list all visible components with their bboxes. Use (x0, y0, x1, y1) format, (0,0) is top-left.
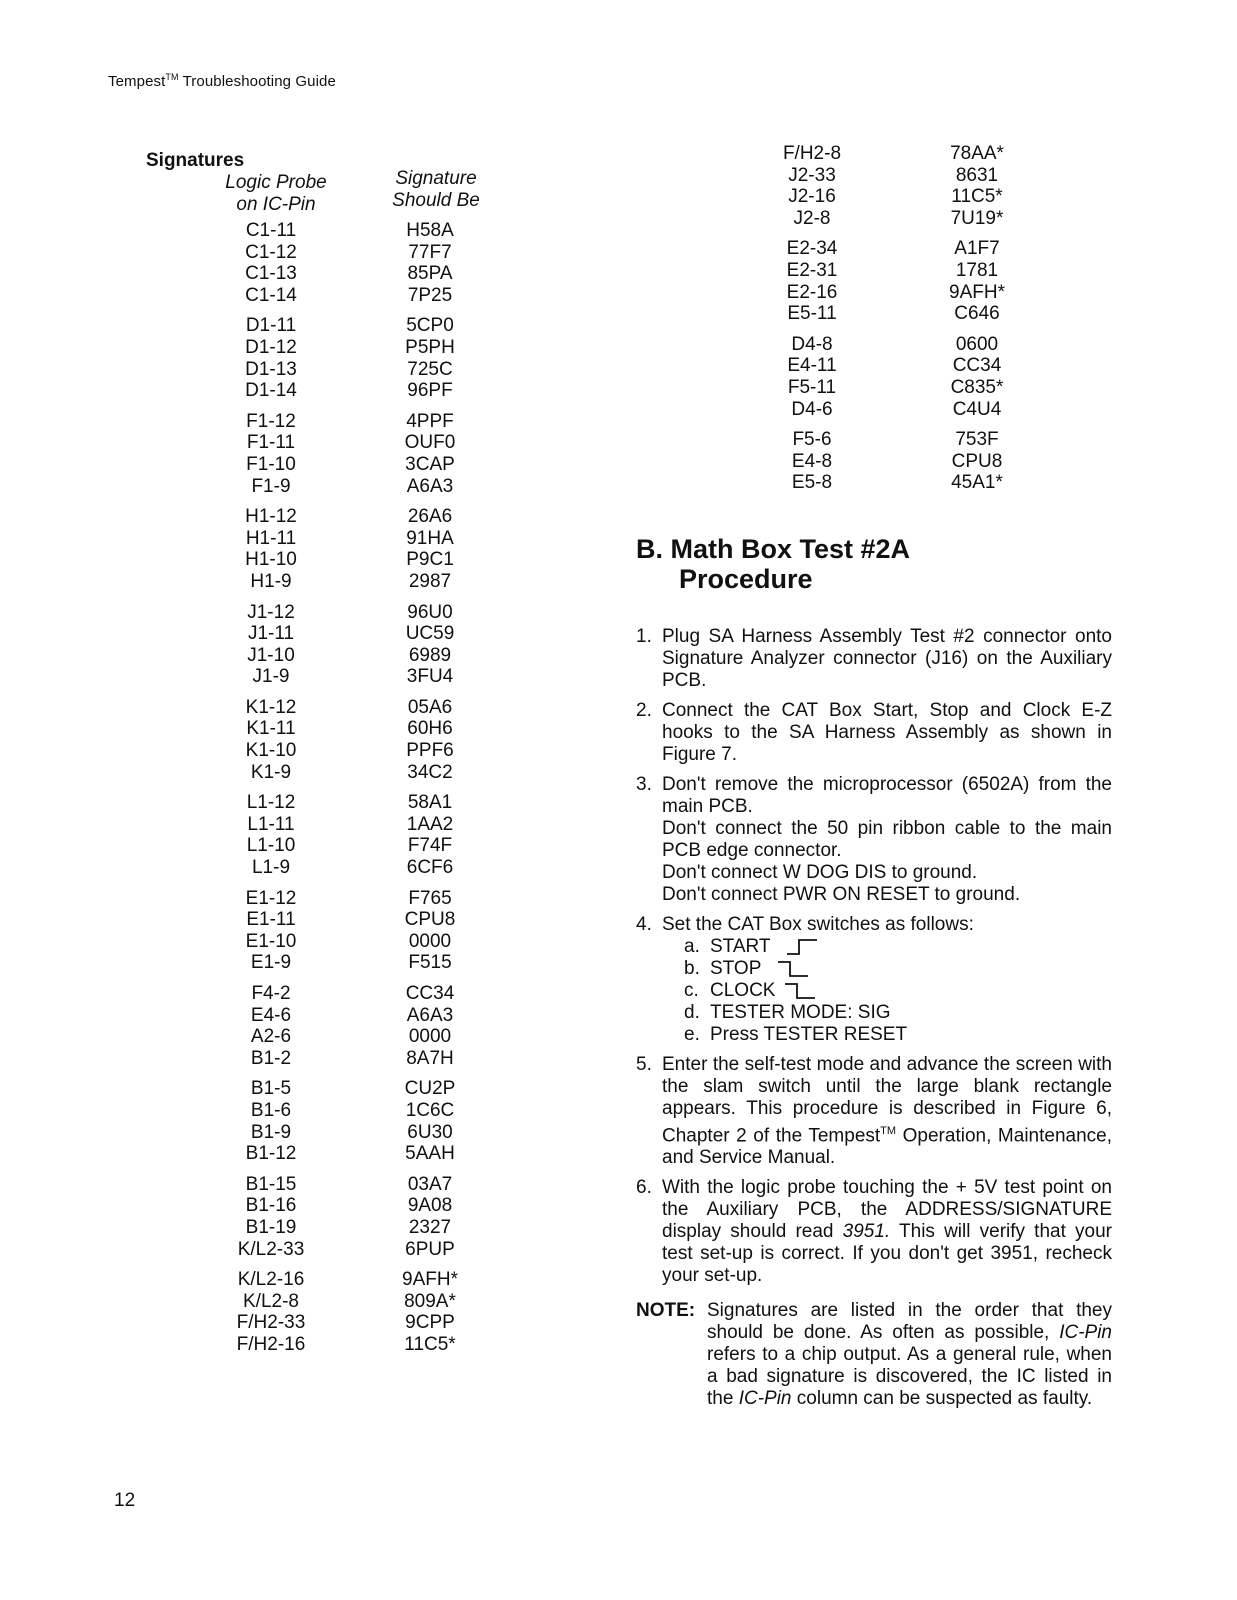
signature-row (752, 282, 1072, 304)
ic-pin-cell: H1-10 (245, 549, 297, 571)
signature-cell: 2987 (408, 570, 452, 592)
signature-cell: F74F (407, 835, 453, 857)
sub-text: STOP (710, 958, 762, 979)
ic-pin-cell: L1-11 (247, 813, 295, 835)
signature-cell: 1781 (955, 259, 999, 281)
signature-row (752, 186, 1072, 208)
signature-column-headers (146, 168, 526, 220)
step-text: Set the CAT Box switches as follows: (662, 914, 974, 935)
signature-row (146, 697, 526, 719)
signature-row (146, 285, 526, 307)
signature-cell: 1AA2 (406, 813, 454, 835)
section-b-title-line2: Procedure (679, 564, 813, 594)
ic-pin-cell: B1-16 (245, 1195, 297, 1217)
signature-row (146, 220, 526, 242)
signature-row (146, 1143, 526, 1165)
signature-row (146, 1334, 526, 1356)
switch-setting-clock (684, 980, 1112, 1002)
signature-cell: PPF6 (406, 740, 454, 762)
signature-group (146, 888, 526, 974)
signature-cell: 60H6 (407, 718, 453, 740)
signature-cell: 78AA* (950, 143, 1004, 164)
signature-group (146, 1174, 526, 1260)
signature-cell: 45A1* (951, 472, 1003, 494)
step-5 (636, 1054, 1112, 1169)
signature-cell: CC34 (952, 355, 1002, 377)
ic-pin-cell: D1-11 (245, 315, 297, 337)
ic-pin-cell: B1-12 (245, 1143, 297, 1165)
ic-pin-cell: B1-2 (250, 1047, 292, 1069)
signature-cell: C646 (954, 303, 1000, 325)
signature-row (752, 303, 1072, 325)
ic-pin-cell: J2-8 (793, 207, 831, 229)
signature-row (146, 602, 526, 624)
signature-group (752, 334, 1072, 420)
signature-cell: 3CAP (405, 453, 455, 475)
switch-setting-stop (684, 958, 1112, 980)
signature-cell: 7P25 (407, 284, 453, 306)
signature-row (146, 792, 526, 814)
signature-cell: 11C5* (951, 186, 1003, 208)
signatures-heading: Signatures (146, 150, 245, 171)
signature-cell: UC59 (405, 623, 455, 645)
expected-value: 3951. (842, 1221, 891, 1243)
signature-group (752, 429, 1072, 494)
signature-row (146, 1195, 526, 1217)
falling-edge-icon (783, 981, 817, 1001)
column-header-signature (374, 168, 498, 212)
signature-cell: 05A6 (407, 696, 453, 718)
sub-letter: a. (684, 936, 700, 957)
column-header-ic-pin-line1: Logic Probe (225, 172, 327, 193)
step-text-part: This will verify that your test set-up is correct. If you don't get 3951, recheck your set-up. (662, 1221, 1112, 1287)
sub-letter: b. (684, 958, 700, 979)
ic-pin-cell: E1-12 (245, 887, 297, 909)
note-text-part: Signatures are listed in the order that they should be done. As often as possible, (707, 1300, 1112, 1343)
ic-pin-cell: F5-6 (792, 429, 832, 451)
signature-row (146, 1312, 526, 1334)
signature-group (146, 983, 526, 1069)
signature-cell: 6CF6 (406, 857, 454, 879)
step-text-part: Operation, Maintenance, and Service Manual. (662, 1125, 1112, 1169)
signature-cell: 4PPF (406, 410, 454, 432)
ic-pin-cell: D4-8 (791, 333, 833, 355)
signature-row (752, 355, 1072, 377)
step-text (662, 1054, 1112, 1169)
signature-row (146, 1078, 526, 1100)
ic-pin-cell: D1-12 (245, 336, 297, 358)
signature-cell: 8631 (955, 164, 999, 186)
column-header-ic-pin (186, 172, 366, 216)
ic-pin-cell: J1-11 (247, 623, 295, 645)
signature-row (146, 645, 526, 667)
step-text: Don't connect W DOG DIS to ground. (662, 862, 978, 883)
signature-row (146, 432, 526, 454)
step-4 (636, 914, 1112, 1046)
signature-table-right (752, 143, 1072, 503)
signature-cell: 34C2 (407, 761, 453, 783)
step-2 (636, 700, 1112, 766)
ic-pin-cell: F1-12 (246, 410, 296, 432)
signature-cell: 96PF (407, 380, 453, 402)
header-subtitle: Troubleshooting Guide (182, 73, 336, 90)
signature-cell: 03A7 (407, 1173, 453, 1195)
ic-pin-cell: E1-10 (245, 930, 297, 952)
ic-pin-cell: E2-31 (786, 259, 838, 281)
signature-group (146, 506, 526, 592)
ic-pin-cell: F1-9 (251, 475, 291, 497)
page-number: 12 (114, 1490, 136, 1511)
falling-edge-icon (776, 959, 810, 979)
step-number: 5. (636, 1054, 652, 1075)
signature-row (146, 337, 526, 359)
sub-text: TESTER MODE: SIG (710, 1002, 891, 1023)
ic-pin-cell: H1-11 (245, 527, 297, 549)
ic-pin-cell: B1-19 (245, 1216, 297, 1238)
sub-text: CLOCK (710, 980, 776, 1001)
signature-cell: 77F7 (408, 241, 452, 263)
ic-pin-cell: B1-9 (250, 1121, 292, 1143)
step-text (662, 1177, 1112, 1287)
signature-row (146, 666, 526, 688)
signature-cell: 3FU4 (406, 666, 454, 688)
signature-row (146, 242, 526, 264)
ic-pin-cell: J2-16 (788, 186, 836, 208)
signature-row (752, 451, 1072, 473)
step-text-part: With the logic probe touching the + 5V test point on the Auxiliary PCB, the ADDRESS/SIGNATURE display should read (662, 1177, 1112, 1243)
signature-row (146, 718, 526, 740)
signature-row (146, 411, 526, 433)
signature-cell: P5PH (405, 336, 455, 358)
ic-pin-cell: E4-8 (791, 450, 833, 472)
step-number: 3. (636, 774, 652, 795)
note-emphasis: IC-Pin (1059, 1322, 1112, 1343)
signature-cell: 1C6C (405, 1099, 455, 1121)
trademark-mark: TM (880, 1125, 897, 1137)
sub-text: START (710, 936, 771, 957)
ic-pin-cell: K1-9 (250, 761, 292, 783)
switch-setting-start (684, 936, 1112, 958)
ic-pin-cell: K1-11 (246, 718, 296, 740)
signature-cell: 7U19* (950, 207, 1004, 229)
signature-row (146, 476, 526, 498)
signature-row (752, 238, 1072, 260)
ic-pin-cell: K/L2-33 (237, 1238, 305, 1260)
signature-cell: F515 (408, 952, 452, 974)
signature-cell: 0000 (408, 1026, 452, 1048)
step-3 (636, 774, 1112, 906)
signature-group (146, 315, 526, 401)
ic-pin-cell: D1-13 (245, 358, 297, 380)
signature-row (146, 1217, 526, 1239)
signature-cell: 8A7H (406, 1047, 454, 1069)
note-text-part: refers to a chip output. As a general rule, when a bad signature is discovered, the IC listed in the (707, 1344, 1112, 1409)
signature-cell: 6U30 (407, 1121, 453, 1143)
ic-pin-cell: H1-9 (250, 570, 292, 592)
signature-cell: 753F (955, 429, 999, 451)
ic-pin-cell: K1-12 (245, 696, 297, 718)
column-header-signature-line2: Should Be (392, 190, 480, 211)
signature-cell: 809A* (404, 1290, 456, 1312)
signature-group (146, 220, 526, 306)
signature-row (146, 506, 526, 528)
signature-row (146, 454, 526, 476)
signature-row (146, 857, 526, 879)
signature-cell: 91HA (406, 527, 454, 549)
signature-cell: 9A08 (407, 1195, 453, 1217)
signature-rows-right (752, 143, 1072, 494)
signature-cell: 6PUP (405, 1238, 455, 1260)
signature-row (752, 208, 1072, 230)
signature-row (146, 315, 526, 337)
sub-letter: d. (684, 1002, 700, 1023)
section-b-title-line1: B. Math Box Test #2A (636, 534, 911, 564)
ic-pin-cell: B1-15 (245, 1173, 297, 1195)
signature-cell: 0000 (408, 930, 452, 952)
signature-row (146, 952, 526, 974)
header-tm: TM (165, 72, 179, 82)
signature-row (146, 1005, 526, 1027)
column-header-ic-pin-line2: on IC-Pin (236, 194, 316, 215)
running-header (108, 72, 336, 90)
signature-cell: CPU8 (404, 909, 456, 931)
signature-row (146, 909, 526, 931)
section-b-title (636, 534, 910, 594)
signature-row (146, 549, 526, 571)
note-label: NOTE: (636, 1300, 696, 1321)
ic-pin-cell: F1-10 (246, 453, 296, 475)
signature-row (146, 835, 526, 857)
ic-pin-cell: F4-2 (251, 983, 291, 1004)
signature-row (146, 762, 526, 784)
ic-pin-cell: L1-12 (246, 792, 296, 814)
signature-row (752, 399, 1072, 421)
step-6 (636, 1177, 1112, 1287)
signature-cell: 9AFH* (402, 1269, 458, 1291)
signature-row (146, 263, 526, 285)
step-text: Don't connect the 50 pin ribbon cable to the main PCB edge connector. (662, 818, 1112, 861)
ic-pin-cell: B1-6 (250, 1099, 292, 1121)
signature-row (752, 377, 1072, 399)
signature-row (752, 260, 1072, 282)
signature-row (752, 429, 1072, 451)
signature-cell: A6A3 (406, 475, 454, 497)
ic-pin-cell: F/H2-8 (782, 143, 842, 164)
signature-cell: 9AFH* (949, 281, 1005, 303)
ic-pin-cell: C1-12 (245, 241, 297, 263)
signature-group (146, 602, 526, 688)
signature-cell: A1F7 (954, 238, 1000, 260)
signature-row (146, 528, 526, 550)
rising-edge-icon (785, 937, 819, 957)
signature-row (146, 1174, 526, 1196)
signature-row (146, 931, 526, 953)
step-number: 2. (636, 700, 652, 721)
ic-pin-cell: K1-10 (245, 740, 297, 762)
ic-pin-cell: F/H2-16 (236, 1333, 306, 1355)
signature-row (146, 1122, 526, 1144)
ic-pin-cell: E5-11 (787, 303, 837, 325)
signature-cell: 6989 (408, 644, 452, 666)
sub-letter: c. (684, 980, 699, 1001)
signature-group (146, 1078, 526, 1164)
ic-pin-cell: B1-5 (250, 1078, 292, 1100)
signature-cell: OUF0 (404, 432, 456, 454)
ic-pin-cell: C1-14 (245, 284, 297, 306)
header-title: Tempest (108, 73, 166, 90)
signature-cell: 5AAH (405, 1143, 455, 1165)
ic-pin-cell: J1-12 (247, 601, 295, 623)
ic-pin-cell: E4-11 (787, 355, 837, 377)
signature-group (146, 792, 526, 878)
signature-cell: P9C1 (406, 549, 454, 571)
ic-pin-cell: C1-11 (245, 220, 297, 241)
signature-cell: 5CP0 (406, 315, 454, 337)
signature-cell: CU2P (404, 1078, 456, 1100)
signature-row (752, 143, 1072, 165)
signature-cell: 725C (407, 358, 453, 380)
note-text (707, 1300, 1112, 1410)
ic-pin-cell: E4-6 (250, 1004, 292, 1026)
signature-cell: 0600 (955, 333, 999, 355)
signature-row (146, 1239, 526, 1261)
signature-cell: H58A (406, 220, 454, 241)
ic-pin-cell: C1-13 (245, 263, 297, 285)
ic-pin-cell: E5-8 (791, 472, 833, 494)
signature-row (752, 472, 1072, 494)
ic-pin-cell: J1-9 (252, 666, 290, 688)
ic-pin-cell: K/L2-8 (243, 1290, 299, 1312)
signature-cell: CC34 (405, 983, 455, 1004)
step-text: Plug SA Harness Assembly Test #2 connector onto Signature Analyzer connector (J16) on the Auxiliary PCB. (662, 626, 1112, 691)
ic-pin-cell: J1-10 (247, 644, 295, 666)
signature-row (146, 1048, 526, 1070)
step-1 (636, 626, 1112, 692)
signature-row (146, 888, 526, 910)
step-number: 4. (636, 914, 652, 935)
ic-pin-cell: K/L2-16 (237, 1269, 305, 1291)
sub-letter: e. (684, 1024, 700, 1045)
ic-pin-cell: J2-33 (788, 164, 836, 186)
signature-group (146, 411, 526, 497)
signature-table-left (146, 150, 526, 1365)
column-header-signature-line1: Signature (395, 168, 477, 189)
note-emphasis: IC-Pin (738, 1388, 792, 1409)
signature-cell: 2327 (408, 1216, 452, 1238)
step-number: 6. (636, 1177, 652, 1199)
step-text: Don't connect PWR ON RESET to ground. (662, 884, 1021, 905)
ic-pin-cell: E2-34 (786, 238, 838, 260)
signature-cell: 96U0 (407, 601, 453, 623)
signature-cell: 26A6 (407, 506, 453, 528)
step-text: Don't remove the microprocessor (6502A) from the main PCB. (662, 774, 1112, 817)
switch-setting-tester-reset (684, 1024, 1112, 1046)
ic-pin-cell: F1-11 (246, 432, 296, 454)
signature-row (146, 1100, 526, 1122)
signature-row (752, 334, 1072, 356)
signature-cell: A6A3 (406, 1004, 454, 1026)
signature-row (146, 380, 526, 402)
step-text-part: Enter the self-test mode and advance the screen with the slam switch until the large blank rectangle appears. This procedure is described in Figure 6, Chapter 2 of the Tempest (662, 1054, 1112, 1147)
signature-rows-left (146, 220, 526, 1356)
ic-pin-cell: L1-9 (251, 857, 291, 879)
ic-pin-cell: H1-12 (245, 506, 297, 528)
note-block (636, 1300, 1112, 1410)
signature-row (146, 359, 526, 381)
ic-pin-cell: E1-9 (250, 952, 292, 974)
ic-pin-cell: D4-6 (791, 398, 833, 420)
signature-cell: 58A1 (407, 792, 453, 814)
signature-row (146, 623, 526, 645)
signature-cell: 11C5* (404, 1333, 456, 1355)
signature-row (752, 165, 1072, 187)
signature-cell: 9CPP (405, 1312, 455, 1334)
signature-group (752, 143, 1072, 229)
signature-row (146, 814, 526, 836)
step-number: 1. (636, 626, 652, 647)
signature-row (146, 983, 526, 1005)
signature-row (146, 1291, 526, 1313)
step-text: Connect the CAT Box Start, Stop and Clock E-Z hooks to the SA Harness Assembly as shown in Figure 7. (662, 700, 1112, 765)
procedure-steps (636, 626, 1112, 1295)
signature-row (146, 571, 526, 593)
ic-pin-cell: E2-16 (786, 281, 838, 303)
ic-pin-cell: E1-11 (246, 909, 296, 931)
signature-cell: F765 (408, 887, 452, 909)
signature-cell: C4U4 (952, 398, 1002, 420)
sub-text: Press TESTER RESET (710, 1024, 908, 1045)
signature-row (146, 1269, 526, 1291)
ic-pin-cell: F5-11 (787, 376, 837, 398)
signature-cell: CPU8 (951, 450, 1003, 472)
note-text-part: column can be suspected as faulty. (791, 1388, 1093, 1409)
ic-pin-cell: D1-14 (245, 380, 297, 402)
signature-group (752, 238, 1072, 324)
switch-setting-tester-mode (684, 1002, 1112, 1024)
signature-group (146, 697, 526, 783)
ic-pin-cell: F/H2-33 (236, 1312, 306, 1334)
signature-cell: C835* (950, 376, 1004, 398)
signature-row (146, 740, 526, 762)
switch-settings-list (662, 936, 1112, 1046)
signature-cell: 85PA (407, 263, 453, 285)
ic-pin-cell: A2-6 (250, 1026, 292, 1048)
signature-group (146, 1269, 526, 1355)
ic-pin-cell: L1-10 (246, 835, 296, 857)
signature-row (146, 1026, 526, 1048)
